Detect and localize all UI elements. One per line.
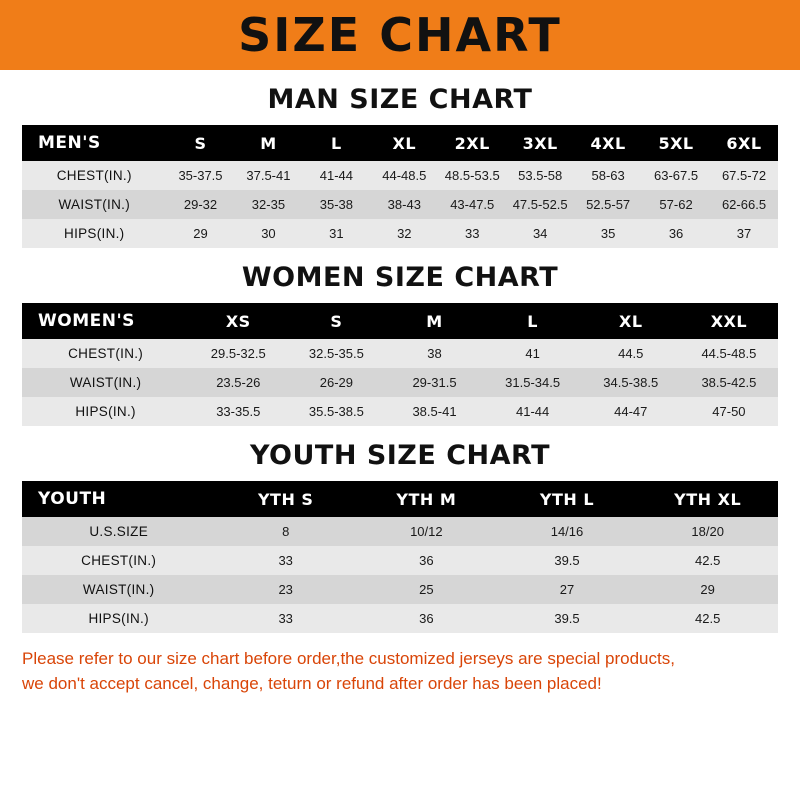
cell: 29-32 — [167, 190, 235, 219]
table-header-row — [22, 303, 778, 339]
cell: 42.5 — [637, 604, 778, 633]
table-row — [22, 219, 778, 248]
table-row — [22, 368, 778, 397]
cell: 38 — [385, 339, 483, 368]
row-label-hips: HIPS(IN.) — [22, 604, 215, 633]
cell: 23.5-26 — [189, 368, 287, 397]
cell: 26-29 — [287, 368, 385, 397]
cell: 57-62 — [642, 190, 710, 219]
row-label-us-size: U.S.SIZE — [22, 517, 215, 546]
cell: 43-47.5 — [438, 190, 506, 219]
col-header-m: M — [385, 303, 483, 339]
cell: 29 — [637, 575, 778, 604]
cell: 34.5-38.5 — [582, 368, 680, 397]
row-label-chest: CHEST(IN.) — [22, 161, 167, 190]
cell: 42.5 — [637, 546, 778, 575]
table-man — [22, 125, 778, 248]
cell: 31 — [302, 219, 370, 248]
cell: 33 — [438, 219, 506, 248]
cell: 39.5 — [497, 546, 638, 575]
cell: 44-47 — [582, 397, 680, 426]
cell: 48.5-53.5 — [438, 161, 506, 190]
cell: 38.5-42.5 — [680, 368, 778, 397]
table-women — [22, 303, 778, 426]
cell: 14/16 — [497, 517, 638, 546]
col-header-youth: YOUTH — [22, 481, 215, 517]
cell: 58-63 — [574, 161, 642, 190]
cell: 36 — [356, 546, 497, 575]
col-header-3xl: 3XL — [506, 125, 574, 161]
col-header-xl: XL — [370, 125, 438, 161]
col-header-l: L — [302, 125, 370, 161]
table-man-head — [22, 125, 778, 161]
cell: 33 — [215, 604, 356, 633]
table-youth-head — [22, 481, 778, 517]
cell: 41 — [484, 339, 582, 368]
row-label-hips: HIPS(IN.) — [22, 219, 167, 248]
col-header-l: L — [484, 303, 582, 339]
cell: 35-37.5 — [167, 161, 235, 190]
cell: 41-44 — [484, 397, 582, 426]
cell: 39.5 — [497, 604, 638, 633]
col-header-yth-xl: YTH XL — [637, 481, 778, 517]
table-header-row — [22, 481, 778, 517]
cell: 29-31.5 — [385, 368, 483, 397]
cell: 32-35 — [234, 190, 302, 219]
cell: 63-67.5 — [642, 161, 710, 190]
section-youth — [22, 440, 778, 633]
cell: 37 — [710, 219, 778, 248]
cell: 37.5-41 — [234, 161, 302, 190]
cell: 38.5-41 — [385, 397, 483, 426]
table-row — [22, 397, 778, 426]
col-header-s: S — [167, 125, 235, 161]
col-header-6xl: 6XL — [710, 125, 778, 161]
cell: 25 — [356, 575, 497, 604]
cell: 32 — [370, 219, 438, 248]
cell: 29 — [167, 219, 235, 248]
table-row — [22, 575, 778, 604]
table-row — [22, 339, 778, 368]
row-label-waist: WAIST(IN.) — [22, 368, 189, 397]
cell: 33 — [215, 546, 356, 575]
cell: 23 — [215, 575, 356, 604]
cell: 32.5-35.5 — [287, 339, 385, 368]
row-label-waist: WAIST(IN.) — [22, 190, 167, 219]
table-row — [22, 604, 778, 633]
cell: 29.5-32.5 — [189, 339, 287, 368]
cell: 44.5 — [582, 339, 680, 368]
content-area — [0, 84, 800, 633]
cell: 47.5-52.5 — [506, 190, 574, 219]
col-header-5xl: 5XL — [642, 125, 710, 161]
cell: 35-38 — [302, 190, 370, 219]
cell: 10/12 — [356, 517, 497, 546]
cell: 35.5-38.5 — [287, 397, 385, 426]
cell: 36 — [356, 604, 497, 633]
cell: 44-48.5 — [370, 161, 438, 190]
cell: 38-43 — [370, 190, 438, 219]
cell: 62-66.5 — [710, 190, 778, 219]
table-row — [22, 190, 778, 219]
table-women-body — [22, 339, 778, 426]
row-label-chest: CHEST(IN.) — [22, 339, 189, 368]
table-youth-body — [22, 517, 778, 633]
cell: 67.5-72 — [710, 161, 778, 190]
col-header-4xl: 4XL — [574, 125, 642, 161]
cell: 27 — [497, 575, 638, 604]
row-label-chest: CHEST(IN.) — [22, 546, 215, 575]
col-header-s: S — [287, 303, 385, 339]
table-header-row — [22, 125, 778, 161]
col-header-womens: WOMEN'S — [22, 303, 189, 339]
cell: 52.5-57 — [574, 190, 642, 219]
page-title: SIZE CHART — [238, 8, 562, 62]
table-row — [22, 161, 778, 190]
footer-note-line-2: we don't accept cancel, change, teturn or refund after order has been placed! — [22, 673, 602, 693]
table-row — [22, 546, 778, 575]
cell: 34 — [506, 219, 574, 248]
cell: 35 — [574, 219, 642, 248]
table-man-body — [22, 161, 778, 248]
col-header-yth-m: YTH M — [356, 481, 497, 517]
col-header-m: M — [234, 125, 302, 161]
section-title-youth: YOUTH SIZE CHART — [249, 440, 551, 471]
cell: 8 — [215, 517, 356, 546]
section-man — [22, 84, 778, 248]
section-title-man: MAN SIZE CHART — [267, 84, 533, 115]
col-header-mens: MEN'S — [22, 125, 167, 161]
section-women — [22, 262, 778, 426]
table-youth — [22, 481, 778, 633]
cell: 30 — [234, 219, 302, 248]
row-label-waist: WAIST(IN.) — [22, 575, 215, 604]
cell: 47-50 — [680, 397, 778, 426]
cell: 44.5-48.5 — [680, 339, 778, 368]
cell: 41-44 — [302, 161, 370, 190]
cell: 31.5-34.5 — [484, 368, 582, 397]
cell: 53.5-58 — [506, 161, 574, 190]
cell: 18/20 — [637, 517, 778, 546]
col-header-yth-l: YTH L — [497, 481, 638, 517]
header-banner — [0, 0, 800, 70]
table-women-head — [22, 303, 778, 339]
footer-note — [0, 647, 800, 696]
col-header-xs: XS — [189, 303, 287, 339]
col-header-xxl: XXL — [680, 303, 778, 339]
col-header-yth-s: YTH S — [215, 481, 356, 517]
section-title-women: WOMEN SIZE CHART — [241, 262, 559, 293]
col-header-xl: XL — [582, 303, 680, 339]
row-label-hips: HIPS(IN.) — [22, 397, 189, 426]
col-header-2xl: 2XL — [438, 125, 506, 161]
cell: 33-35.5 — [189, 397, 287, 426]
footer-note-line-1: Please refer to our size chart before order,the customized jerseys are special products, — [22, 649, 675, 668]
cell: 36 — [642, 219, 710, 248]
table-row — [22, 517, 778, 546]
